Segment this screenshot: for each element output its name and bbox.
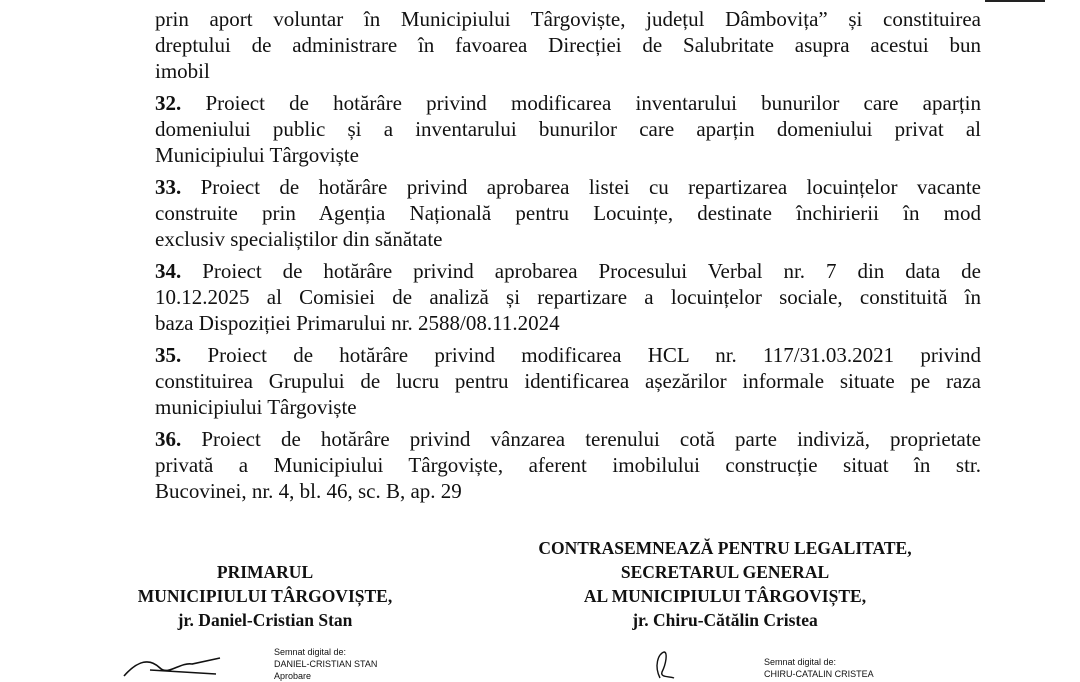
signature-name: jr. Chiru-Cătălin Cristea (632, 610, 818, 630)
stamp-signer: DANIEL-CRISTIAN STAN (274, 659, 378, 669)
stamp-caption: Semnat digital de: (764, 657, 837, 667)
handwritten-signature-right (640, 648, 680, 680)
stamp-signer: CHIRU-CATALIN CRISTEA (764, 669, 874, 679)
item-number: 35. (155, 343, 182, 367)
item-line: Municipiului Târgoviște (155, 143, 359, 167)
item-line: 10.12.2025 al Comisiei de analiză și repartizare a locuințelor sociale, constituită în (155, 285, 981, 309)
top-rule (985, 0, 1045, 2)
agenda-item-35 (155, 342, 981, 368)
stamp-caption: Semnat digital de: (274, 647, 347, 657)
item-number: 33. (155, 175, 182, 199)
item-line: Proiect de hotărâre privind modificarea inventarului bunurilor care aparțin (205, 91, 981, 115)
item-line: Proiect de hotărâre privind aprobarea listei cu repartizarea locuințelor vacante (200, 175, 981, 199)
secretary-signature-block (500, 536, 950, 632)
item-line: construite prin Agenția Națională pentru Locuințe, destinate închirierii în mod (155, 201, 981, 225)
agenda-item-32 (155, 90, 981, 116)
signature-note: CONTRASEMNEAZĂ PENTRU LEGALITATE, (538, 538, 912, 558)
mayor-signature-block (90, 560, 440, 632)
agenda-item-33 (155, 174, 981, 200)
item-line: municipiului Târgoviște (155, 395, 357, 419)
item-line: Proiect de hotărâre privind vânzarea terenului cotă parte indiviză, proprietate (201, 427, 982, 451)
item-line: baza Dispoziției Primarului nr. 2588/08.11.2024 (155, 311, 560, 335)
item-line: Proiect de hotărâre privind modificarea HCL nr. 117/31.03.2021 privind (207, 343, 982, 367)
digital-signature-stamp-right (764, 656, 874, 680)
item-line: prin aport voluntar în Municipiului Târgoviște, județul Dâmbovița” și constituirea (155, 7, 981, 31)
signature-institution: AL MUNICIPIULUI TÂRGOVIȘTE, (583, 586, 867, 606)
item-number: 36. (155, 427, 182, 451)
agenda-item-36 (155, 426, 981, 452)
item-line: exclusiv specialiștilor din sănătate (155, 227, 443, 251)
item-line: constituirea Grupului de lucru pentru identificarea așezărilor informale situate pe raza (155, 369, 981, 393)
item-line: privată a Municipiului Târgoviște, aferent imobilului construcție situat în str. (155, 453, 981, 477)
item-line: dreptului de administrare în favoarea Direcției de Salubritate asupra acestui bun (155, 33, 981, 57)
signature-title: SECRETARUL GENERAL (620, 562, 830, 582)
signature-title: PRIMARUL (216, 562, 314, 582)
stamp-purpose: Aprobare (274, 671, 312, 681)
item-number: 34. (155, 259, 182, 283)
item-line: imobil (155, 59, 210, 83)
item-line: Bucovinei, nr. 4, bl. 46, sc. B, ap. 29 (155, 479, 462, 503)
signature-institution: MUNICIPIULUI TÂRGOVIȘTE, (137, 586, 393, 606)
item-line: Proiect de hotărâre privind aprobarea Procesului Verbal nr. 7 din data de (202, 259, 981, 283)
signature-name: jr. Daniel-Cristian Stan (177, 610, 353, 630)
digital-signature-stamp-left (274, 646, 377, 682)
agenda-item-34 (155, 258, 981, 284)
handwritten-signature-left (120, 652, 230, 680)
item-line: domeniului public și a inventarului bunurilor care aparțin domeniului privat al (155, 117, 981, 141)
item-number: 32. (155, 91, 182, 115)
